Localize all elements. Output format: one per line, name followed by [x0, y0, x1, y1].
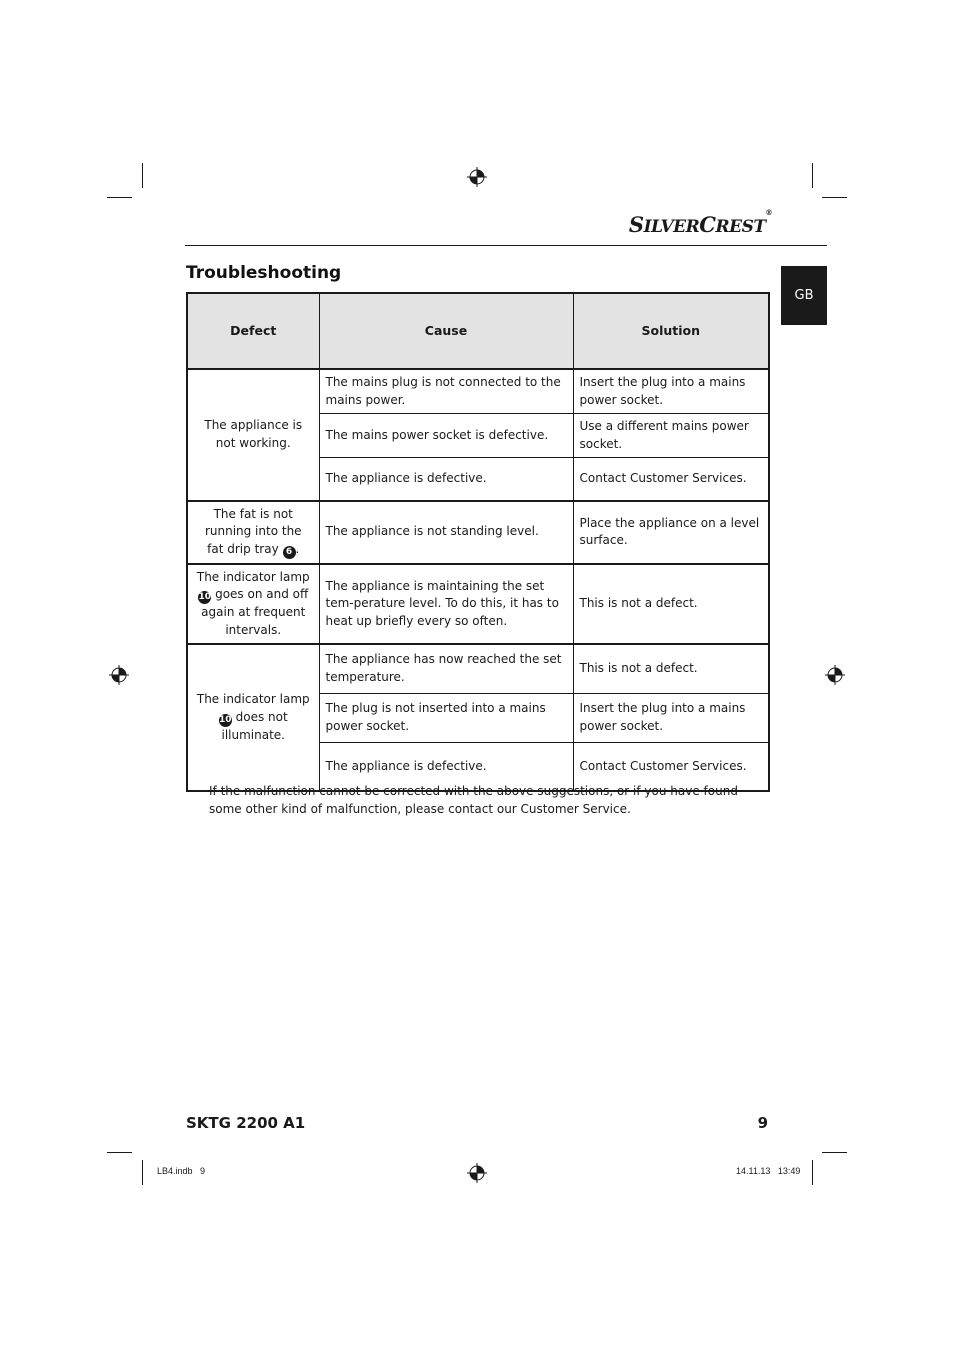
crop-mark-top-left-horizontal: [107, 197, 132, 198]
crop-mark-bottom-left-vertical: [142, 1160, 143, 1185]
registration-mark-icon: [467, 167, 487, 187]
cause-cell: The appliance is not standing level.: [319, 501, 573, 564]
table-row: [187, 644, 769, 693]
solution-cell: This is not a defect.: [573, 564, 769, 645]
solution-cell: Contact Customer Services.: [573, 458, 769, 501]
print-slug-file: LB4.indb 9: [157, 1166, 206, 1176]
print-slug-datetime: 14.11.13 13:49: [736, 1166, 801, 1176]
footnote: If the malfunction cannot be corrected with the above suggestions, or if you have found some other kind of malfunction, please contact our Customer Service.: [209, 784, 738, 816]
language-tab: GB: [781, 266, 827, 325]
cause-cell: The mains power socket is defective.: [319, 414, 573, 458]
cause-cell: The appliance is maintaining the set tem-perature level. To do this, it has to heat up briefly every so often.: [319, 564, 573, 645]
defect-cell: The indicator lamp 10 goes on and off again at frequent intervals.: [187, 564, 319, 645]
table-row: [187, 501, 769, 564]
troubleshooting-table: [186, 292, 770, 792]
cause-cell: The plug is not inserted into a mains power socket.: [319, 693, 573, 742]
solution-cell: Place the appliance on a level surface.: [573, 501, 769, 564]
page-title: Troubleshooting: [186, 263, 342, 283]
cause-cell: The appliance is defective.: [319, 742, 573, 791]
cause-cell: The mains plug is not connected to the mains power.: [319, 369, 573, 414]
page-number: 9: [757, 1114, 768, 1132]
solution-cell: Use a different mains power socket.: [573, 414, 769, 458]
header-rule: [185, 245, 827, 246]
solution-cell: Contact Customer Services.: [573, 742, 769, 791]
crop-mark-bottom-right-horizontal: [822, 1152, 847, 1153]
crop-mark-top-right-vertical: [812, 163, 813, 188]
cause-cell: The appliance has now reached the set temperature.: [319, 644, 573, 693]
column-header-defect: Defect: [187, 293, 319, 369]
table-header-row: [187, 293, 769, 369]
part-number-badge: 10: [198, 592, 212, 602]
solution-cell: This is not a defect.: [573, 644, 769, 693]
registration-mark-icon: [109, 665, 129, 685]
table-row: [187, 564, 769, 645]
solution-cell: Insert the plug into a mains power socket.: [573, 369, 769, 414]
model-number: SKTG 2200 A1: [186, 1114, 306, 1132]
defect-cell: The appliance is not working.: [187, 369, 319, 501]
column-header-cause: Cause: [319, 293, 573, 369]
crop-mark-top-left-vertical: [142, 163, 143, 188]
defect-cell: The indicator lamp 10 does not illuminate.: [187, 644, 319, 791]
crop-mark-bottom-right-vertical: [812, 1160, 813, 1185]
column-header-solution: Solution: [573, 293, 769, 369]
part-number-badge: 10: [219, 714, 232, 725]
crop-mark-bottom-left-horizontal: [107, 1152, 132, 1153]
part-number-badge: 6: [283, 546, 296, 559]
table-row: [187, 369, 769, 414]
crop-mark-top-right-horizontal: [822, 197, 847, 198]
cause-cell: The appliance is defective.: [319, 458, 573, 501]
registration-mark-icon: [825, 665, 845, 685]
brand-logo: SILVERCREST®: [628, 208, 772, 237]
solution-cell: Insert the plug into a mains power socket.: [573, 693, 769, 742]
defect-cell: The fat is not running into the fat drip tray 6 .: [187, 501, 319, 564]
registration-mark-icon: [467, 1163, 487, 1183]
